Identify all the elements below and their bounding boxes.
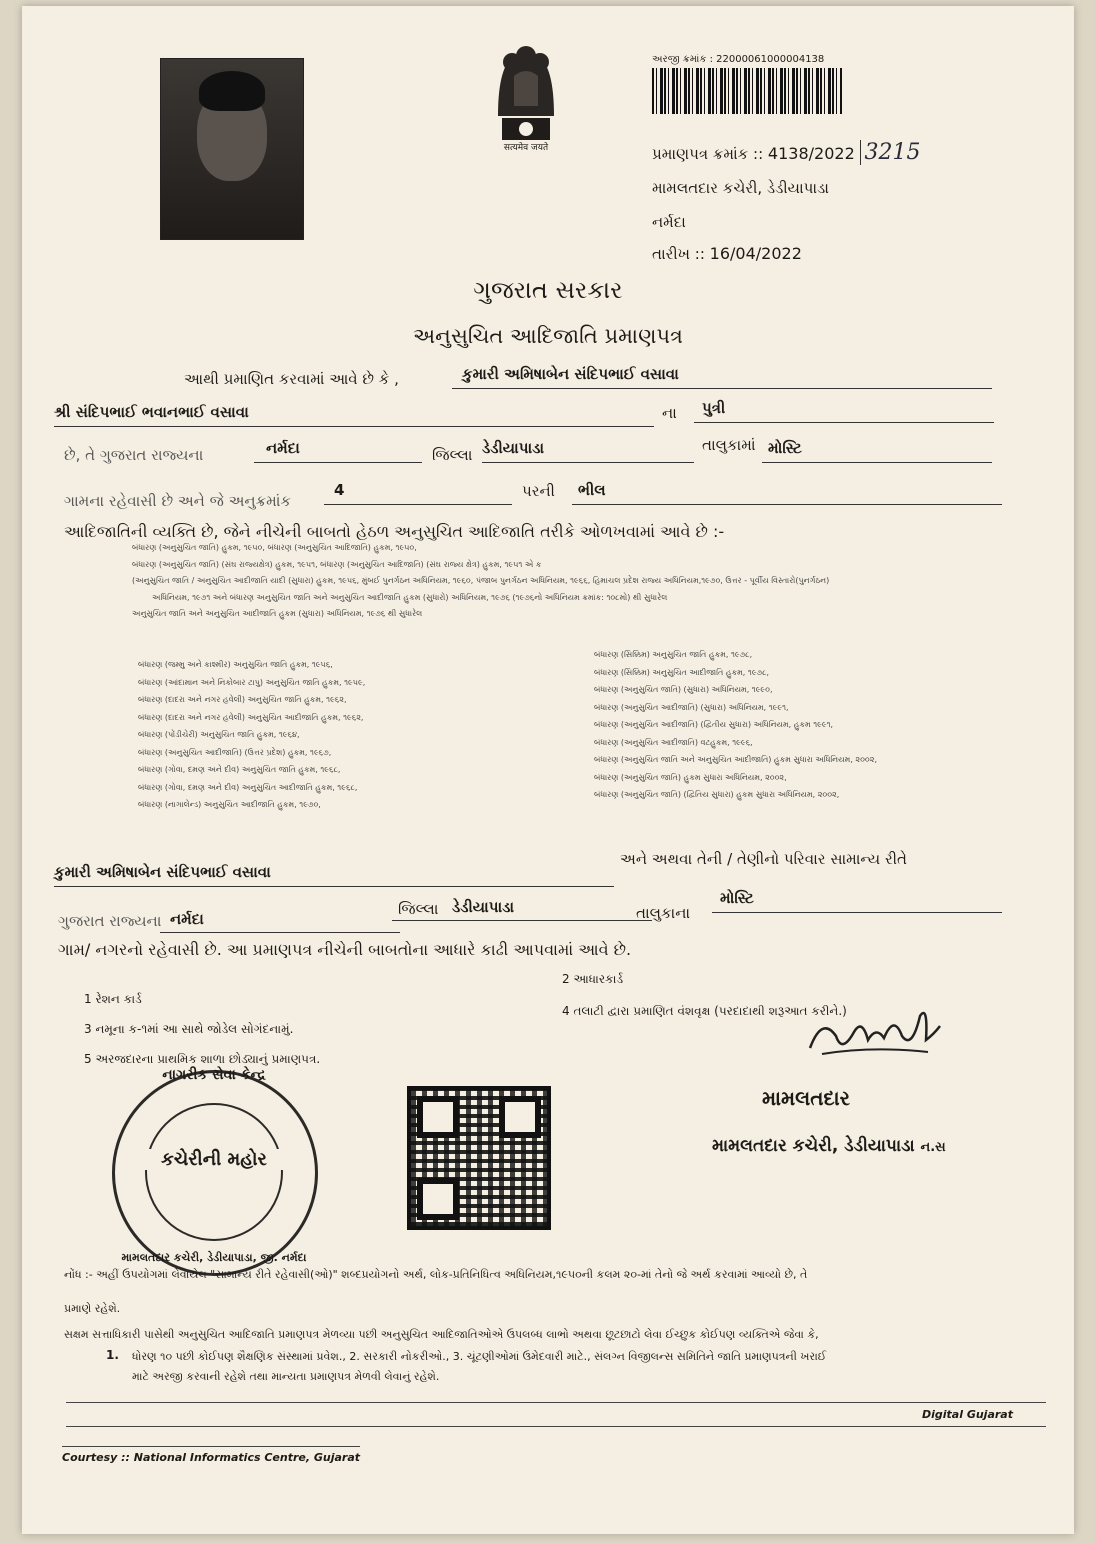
taluka-value-2: ડેડીયાપાડા: [452, 898, 515, 916]
handwritten-number: 3215: [860, 140, 921, 165]
district-label-2: જિલ્લા: [398, 900, 439, 918]
father-name-line: [54, 402, 654, 427]
right-order-item: બંધારણ (અનુસુચિત આદીજાતિ) (સુધારા) અધિનિયમ, ૧૯૯૧,: [594, 702, 789, 712]
village-value-2: મોસ્ટિ: [720, 889, 754, 907]
certificate-page: [22, 6, 1074, 1534]
certificate-title: અનુસુચિત આદિજાતિ પ્રમાણપત્ર: [413, 324, 683, 348]
note-line: સક્ષમ સત્તાધિકારી પાસેથી અનુસુચિત આદિજાતિ પ્રમાણપત્ર મેળવ્યા પછી અનુસુચિત આદિજાતિઓએ ઉપલબ્ધ લાભો અથવા છૂટછાટો લેવા ઈચ્છુક કોઈપણ વ્યક્તિએ જેવા કે,: [64, 1328, 819, 1341]
signature-office-name: મામલતદાર કચેરી, ડેડીયાપાડા: [712, 1136, 915, 1156]
note-line: ધોરણ ૧૦ પછી કોઈપણ શૈક્ષણિક સંસ્થામાં પ્રવેશ., 2. સરકારી નોકરીઓ., 3. ચૂંટણીઓમાં ઉમેદવારી માટે., સંલગ્ન વિજીલન્સ સમિતિને જાતિ પ્રમાણપત્રની ખરાઈ: [132, 1350, 827, 1363]
issue-date: 16/04/2022: [709, 244, 802, 263]
photo-hair: [199, 71, 265, 111]
right-order-item: બંધારણ (અનુસુચિત જાતિ) (દ્વિતિય સુધારા) હુકમ સુધારા અધિનિયમ, ૨૦૦૨,: [594, 790, 840, 799]
left-order-item: બંધારણ (ગોવા, દમણ અને દીવ) અનુસુચિત આદીજાતિ હુકમ, ૧૯૬૮,: [138, 782, 358, 792]
right-order-item: બંધારણ (અનુસુચિત જાતિ) હુકમ સુધારા અધિનિયમ, ૨૦૦૨,: [594, 772, 787, 782]
digital-gujarat: Digital Gujarat: [922, 1408, 1013, 1421]
left-order-item: બંધારણ (નાગાલેન્ડ) અનુસુચિત આદીજાતિ હુકમ, ૧૯૭૦,: [138, 800, 321, 809]
order-line: બંધારણ (અનુસુચિત જાતિ) (સંઘ રાજ્યક્ષેત્ર) હુકમ, ૧૯૫૧, બંધારણ (અનુસુચિત આદિજાતિ) (સંઘ રાજ્ય ક્ષેત્ર) હુકમ, ૧૯૫૧ એ ક: [132, 559, 542, 569]
taluka-label-2: તાલુકાના: [636, 904, 691, 922]
courtesy-text: Courtesy :: National Informatics Centre, Gujarat: [62, 1446, 360, 1464]
order-line: અધિનિયમ, ૧૯૭૧ અને બંધારણ અનુસુચિત જાતિ અને અનુસુચિત આદીજાતિ હુકમ (સુધારો) અધિનિયમ, ૧૯૭૬ (૧૯૭૬નો અધિનિયમ ક્રમાંક: ૧૦૮મો) થી સુધારેલ: [152, 592, 668, 602]
right-orders: [594, 646, 1034, 804]
document-item: 2 આધારકાર્ડ: [562, 972, 624, 986]
village-line-2: [712, 888, 1002, 913]
certificate-number-row: [652, 140, 921, 165]
relation: પુત્રી: [702, 399, 726, 417]
issuing-district: નર્મદા: [652, 213, 686, 231]
tribe-line: [572, 480, 1002, 505]
signature-image: [802, 996, 942, 1066]
signature-office: [712, 1136, 946, 1156]
taluka-line: [482, 438, 694, 463]
district-value: નર્મદા: [266, 439, 300, 457]
order-lines: [132, 540, 1032, 623]
left-order-item: બંધારણ (આંદામાન અને નિકોબાર ટાપુ) અનુસુચિત જાતિ હુકમ, ૧૯૫૯,: [138, 677, 366, 687]
resident-text: ગામના રહેવાસી છે અને જે અનુક્રમાંક: [64, 492, 292, 510]
issuing-office: મામલતદાર કચેરી, ડેડીયાપાડા: [652, 179, 829, 197]
document-item: 3 નમૂના ક-૧માં આ સાથે જોડેલ સોગંદનામું.: [84, 1022, 294, 1036]
qr-code: [407, 1086, 551, 1230]
father-name: શ્રી સંદિપભાઈ ભવાનભાઈ વસાવા: [54, 403, 249, 421]
certificate-number: 4138/2022: [767, 144, 855, 163]
document-item: 5 અરજદારના પ્રાથમિક શાળા છોડ્યાનું પ્રમાણપત્ર.: [84, 1052, 321, 1066]
par-text: પરની: [522, 482, 555, 500]
issue-date-row: [652, 244, 802, 263]
emblem-motto: सत्यमेव जयते: [503, 143, 549, 153]
certificate-number-label: પ્રમાણપત્ર ક્રમાંક ::: [652, 145, 764, 163]
right-order-item: બંધારણ (અનુસુચિત આદીજાતિ) (દ્વિતીય સુધારા) અધિનિયમ, હુકમ ૧૯૯૧,: [594, 720, 834, 729]
document-item: 4 તલાટી દ્વારા પ્રમાણિત વંશવૃક્ષ (પરદાદાથી શરૂઆત કરીને.): [562, 1004, 847, 1018]
certify-text: આથી પ્રમાણિત કરવામાં આવે છે કે ,: [184, 370, 399, 388]
tribe: ભીલ: [578, 481, 606, 499]
designation: મામલતદાર: [762, 1086, 850, 1110]
footer-rule-bottom: [66, 1426, 1046, 1427]
left-order-item: બંધારણ (અનુસુચિત આદીજાતિ) (ઉત્તર પ્રદેશ) હુકમ, ૧૯૬૭,: [138, 747, 332, 757]
taluka-value: ડેડીયાપાડા: [482, 439, 545, 457]
issue-date-label: તારીખ ::: [652, 245, 705, 263]
right-order-item: બંધારણ (સિક્કિમ) અનુસુચિત જાતિ હુકમ, ૧૯૭૮,: [594, 650, 753, 659]
applicant-photo: [160, 58, 304, 240]
right-order-item: બંધારણ (અનુસુચિત જાતિ અને અનુસુચિત આદીજાતિ) હુકમ સુધારા અધિનિયમ, ૨૦૦૨,: [594, 755, 877, 764]
order-line: અનુસુચિત જાતિ અને અનુસુચિત આદીજાતિ હુકમ (સુધારા) અધિનિયમ, ૧૯૭૬ થી સુધારેલ: [132, 609, 423, 618]
state-text-2: ગુજરાત રાજ્યના: [58, 912, 162, 930]
seal-top-text: નાગરીક સેવા કેન્દ્ર: [162, 1067, 266, 1083]
left-order-item: બંધારણ (જમ્મુ અને કાશ્મીર) અનુસુચિત જાતિ હુકમ, ૧૯૫૬,: [138, 660, 333, 669]
barcode: [652, 68, 842, 114]
seal-middle-text: કચેરીની મહોર: [119, 1149, 309, 1170]
government-title: ગુજરાત સરકાર: [473, 276, 623, 304]
right-order-item: બંધારણ (અનુસુચિત આદીજાતિ) વટહુકમ, ૧૯૯૬,: [594, 737, 753, 747]
footer-rule-top: [66, 1402, 1046, 1403]
left-order-item: બંધારણ (ગોવા, દમણ અને દીવ) અનુસુચિત જાતિ હુકમ, ૧૯૬૮,: [138, 765, 341, 774]
basis-text: ગામ/ નગરનો રહેવાસી છે. આ પ્રમાણપત્ર નીચેની બાબતોના આધારે કાઢી આપવામાં આવે છે.: [58, 940, 632, 959]
seal-bottom-text: મામલતદાર કચેરી, ડેડીયાપાડા, જી. નર્મદા: [121, 1251, 307, 1264]
order-line: (અનુસુચિત જાતિ / અનુસુચિત આદીજાતિ યાદી (સુધારા) હુકમ, ૧૯૫૬, મુંબઈ પુનર્ગઠન અધિનિયમ, ૧૯૬૦, પંજાબ પુનર્ગઠન અધિનિયમ, ૧૯૬૬, હિમાચલ પ્રદેશ રાજ્ય અધિનિયમ,૧૯૭૦, ઉત્તર - પૂર્વીય વિસ્તારો(પુનર્ગઠન): [132, 576, 830, 585]
note-number: 1.: [106, 1348, 119, 1362]
taluka-label: તાલુકામાં: [702, 436, 756, 454]
family-text: અને અથવા તેની / તેણીનો પરિવાર સામાન્ય રીતે: [620, 850, 907, 868]
left-order-item: બંધારણ (દાદરા અને નગર હવેલી) અનુસુચિત જાતિ હુકમ, ૧૯૬૨,: [138, 695, 347, 704]
left-order-item: બંધારણ (દાદરા અને નગર હવેલી) અનુસુચિત આદીજાતિ હુકમ, ૧૯૬૨,: [138, 712, 364, 722]
signature-office-suffix: ન.સ: [920, 1140, 946, 1155]
tribe-text: આદિજાતિની વ્યક્તિ છે, જેને નીચેની બાબતો હેઠળ અનુસુચિત આદિજાતિ તરીકે ઓળખવામાં આવે છે :-: [64, 522, 725, 541]
district-line-2: [160, 908, 400, 933]
applicant-name: કુમારી અમિષાબેન સંદિપભાઈ વસાવા: [462, 365, 679, 383]
applicant-name-line-2: [54, 862, 614, 887]
right-order-item: બંધારણ (અનુસુચિત જાતિ) (સુધારા) અધિનિયમ, ૧૯૯૦,: [594, 685, 773, 694]
applicant-name-2: કુમારી અમિષાબેન સંદિપભાઈ વસાવા: [54, 863, 271, 881]
right-order-item: બંધારણ (સિક્કિમ) અનુસુચિત આદીજાતિ હુકમ, ૧૯૭૮,: [594, 667, 770, 677]
village-line: [762, 438, 992, 463]
relation-line: [694, 398, 994, 423]
note-line: માટે અરજી કરવાની રહેશે તથા માન્યતા પ્રમાણપત્ર મેળવી લેવાનું રહેશે.: [132, 1370, 440, 1383]
taluka-line-2: [392, 896, 652, 921]
state-text: છે, તે ગુજરાત રાજ્યના: [64, 446, 204, 464]
district-value-2: નર્મદા: [170, 910, 204, 928]
district-line: [254, 438, 422, 463]
note-line: પ્રમાણે રહેશે.: [64, 1302, 121, 1315]
serial-number: 4: [334, 481, 345, 499]
application-number: અરજી ક્રમાંક : 22000061000004138: [652, 54, 825, 65]
document-item: 1 રેશન કાર્ડ: [84, 992, 142, 1006]
village-value: મોસ્ટિ: [768, 439, 802, 457]
na-text: ના: [662, 404, 677, 422]
office-seal: [112, 1067, 318, 1276]
left-orders: [138, 656, 558, 814]
serial-line: [324, 480, 512, 505]
national-emblem-icon: [484, 36, 568, 156]
left-order-item: બંધારણ (પોંડીચેરી) અનુસુચિત જાતિ હુકમ, ૧૯૬૪,: [138, 730, 300, 739]
district-label: જિલ્લા: [432, 446, 473, 464]
note-line: નોંધ :- અહીં ઉપયોગમાં લેવાયેલ "સામાન્ય રીતે રહેવાસી(ઓ)" શબ્દપ્રયોગનો અર્થ, લોક-પ્રતિનિધિત્વ અધિનિયમ,૧૯૫૦ની કલમ ૨૦-માં તેનો જે અર્થ કરવામાં આવ્યો છે, તે: [64, 1268, 808, 1281]
applicant-name-line: [452, 364, 992, 389]
order-line: બંધારણ (અનુસુચિત જાતિ) હુકમ, ૧૯૫૦, બંધારણ (અનુસુચિત આદિજાતિ) હુકમ, ૧૯૫૦,: [132, 543, 417, 552]
